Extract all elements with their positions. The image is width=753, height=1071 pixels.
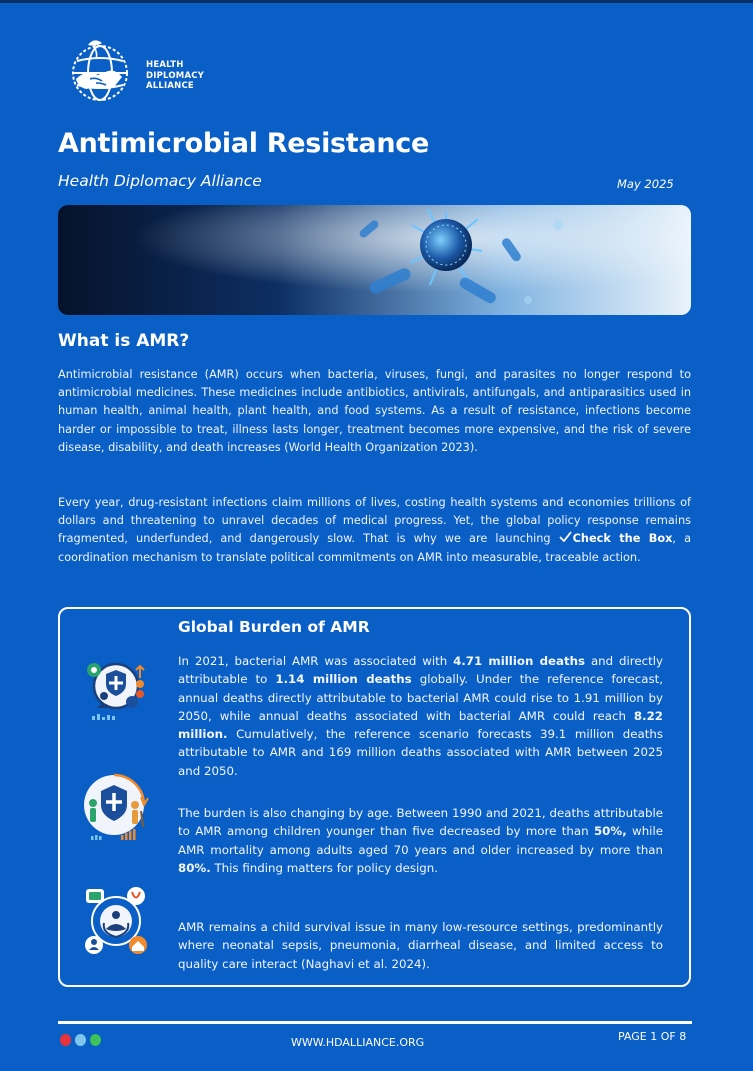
check-the-box-paragraph — [58, 494, 691, 567]
page-number: PAGE 1 OF 8 — [618, 1030, 687, 1043]
bp1-text-c: and directly attributable to — [178, 654, 663, 687]
bp2-bold-children: 50%, — [593, 824, 627, 839]
page-title: Antimicrobial Resistance — [58, 128, 429, 159]
bp1-text-d: globally. Under the reference forecast, annual deaths directly attributable to bacterial AMR could rise to 1.91 million by 2050, while annual deaths associated with bacterial AMR could reach — [178, 672, 663, 723]
child-elder-shield-icon — [77, 771, 151, 847]
global-burden-box — [58, 607, 691, 987]
burden-paragraph-3: AMR remains a child survival issue in many low-resource settings, predominantly where neonatal sepsis, pneumonia, diarrheal disease, and limited access to quality care interact (Naghavi et al. 2024). — [178, 920, 663, 971]
publication-date: May 2025 — [617, 177, 674, 191]
bp1-bold-deaths-associated: 4.71 million deaths — [453, 654, 586, 668]
footer-website-link[interactable]: WWW.HDALLIANCE.ORG — [291, 1036, 425, 1049]
bp1-text-a: In 2021, bacterial AMR was associated with — [178, 654, 454, 668]
check-the-box-bold: Check the Box — [572, 532, 673, 546]
bp1-bold-deaths-attributable: 1.14 million deaths — [275, 672, 412, 687]
family-care-icon — [82, 883, 150, 959]
alliance-logo[interactable] — [62, 33, 222, 111]
logo-line-health: HEALTH — [146, 60, 184, 70]
bp1-bold-forecast: 8.22 million. — [178, 708, 663, 742]
bp2-text-a: The burden is also changing by age. Between 1990 and 2021, deaths attributable to AMR among children younger than five decreased by more than — [178, 806, 663, 839]
bp2-bold-elderly: 80%. — [178, 860, 211, 875]
logo-line-alliance: ALLIANCE — [146, 81, 194, 91]
doctor-patient-shield-icon — [82, 656, 150, 728]
p2-text-before: Every year, drug-resistant infections claim millions of lives, costing health systems and economies trillions of dollars and threatening to unravel decades of medical progress. Yet, the global policy response remains fragmented, underfunded, and dangerously slow. That is why we are launching — [58, 496, 691, 546]
footer-dot-lightblue — [75, 1034, 86, 1046]
section-heading-what-is-amr: What is AMR? — [58, 331, 190, 351]
logo-line-diplomacy: DIPLOMACY — [146, 70, 205, 81]
burden-heading: Global Burden of AMR — [178, 618, 370, 636]
page-subtitle: Health Diplomacy Alliance — [58, 172, 262, 190]
footer-dot-green — [90, 1034, 101, 1046]
virus-illustration — [58, 205, 691, 315]
intro-paragraph: Antimicrobial resistance (AMR) occurs when bacteria, viruses, fungi, and parasites no longer respond to antimicrobial medicines. These medicines include antibiotics, antivirals, antifungals, and antiparasitics used in human health, animal health, plant health, and food systems. As a result of resistance, infections become harder or impossible to treat, illness lasts longer, treatment becomes more expensive, and the risk of severe disease, disability, and death increases (World Health Organization 2023). — [58, 368, 691, 454]
p2-text-after: , a coordination mechanism to translate political commitments on AMR into measurable, traceable action. — [58, 532, 691, 564]
bp2-text-c: while AMR mortality among adults aged 70 years and older increased by more than — [178, 824, 663, 857]
burden-paragraph-2 — [178, 804, 663, 877]
footer-dot-red — [60, 1034, 71, 1046]
burden-paragraph-1 — [178, 652, 663, 780]
footer-divider — [58, 1021, 692, 1024]
checkmark-icon — [559, 530, 573, 548]
bp2-text-d: This finding matters for policy design. — [210, 860, 439, 875]
globe-handshake-icon — [62, 33, 140, 111]
top-edge-bar — [0, 0, 753, 3]
hero-image — [58, 205, 691, 315]
bp1-text-e: Cumulatively, the reference scenario forecasts 39.1 million deaths attributable to AMR and 169 million deaths associated with AMR between 2025 and 2050. — [178, 727, 663, 778]
